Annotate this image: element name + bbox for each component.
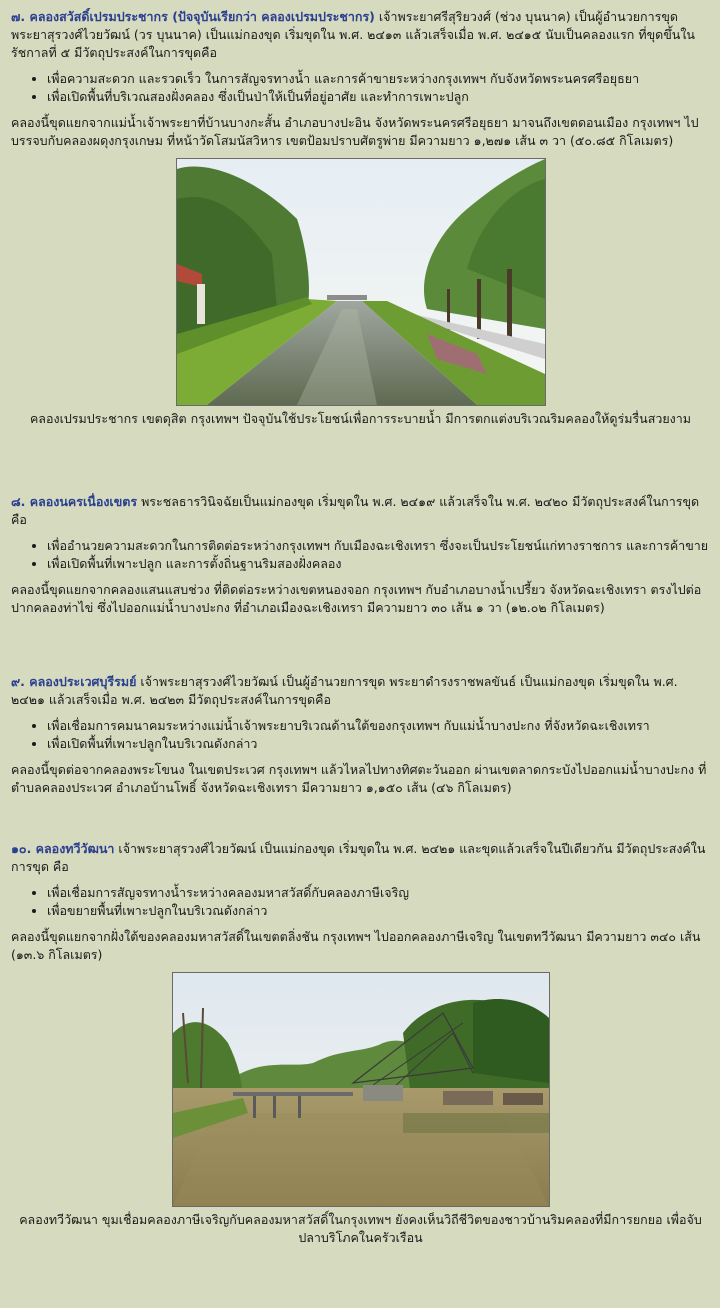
figure-caption: คลองเปรมประชากร เขตดุสิต กรุงเทพฯ ปัจจุบันใช้ประโยชน์เพื่อการระบายน้ำ มีการตกแต่งบริเวณริมคลองให้ดูร่มรื่นสวยงาม: [29, 411, 692, 426]
section-detail: คลองนี้ขุดแยกจากแม่น้ำเจ้าพระยาที่บ้านบางกะสั้น อำเภอบางปะอิน จังหวัดพระนครศรีอยุธยา มาจนถึงเขตดอนเมือง กรุงเทพฯ ไปบรรจบกับคลองผดุงกรุงเกษม ที่หน้าวัดโสมนัสวิหาร เขตป้อมปราบศัตรูพ่าย มีความยาว ๑,๒๗๑ เส้น ๓ วา (๕๐.๘๕ กิโลเมตร): [11, 115, 699, 148]
section-intro-text: พระชลธารวินิจฉัยเป็นแม่กองขุด เริ่มขุดใน พ.ศ. ๒๔๑๙ แล้วเสร็จใน พ.ศ. ๒๔๒๐ มีวัตถุประสงค์ในการขุดคือ: [11, 494, 700, 527]
section-intro-text: เจ้าพระยาศรีสุริยวงศ์ (ช่วง บุนนาค) เป็นผู้อำนวยการขุด พระยาสุรวงศ์ไวยวัฒน์ (วร บุนนาค) เป็นแม่กองขุด เริ่มขุดใน พ.ศ. ๒๔๑๓ แล้วเสร็จเมื่อ พ.ศ. ๒๔๑๕ นับเป็นคลองแรก ที่ขุดขึ้นในรัชกาลที่ ๕ มีวัตถุประสงค์ในการขุดคือ: [11, 9, 695, 60]
section-intro-text: เจ้าพระยาสุรวงศ์ไวยวัฒน์ เป็นผู้อำนวยการขุด พระยาดำรงราชพลขันธ์ เป็นแม่กองขุด เริ่มขุดใน พ.ศ. ๒๔๒๑ แล้วเสร็จเมื่อ พ.ศ. ๒๔๒๓ มีวัตถุประสงค์ในการขุดคือ: [11, 674, 678, 707]
section-intro: [11, 493, 710, 529]
figure-thawi-watthana: [11, 972, 710, 1247]
section-intro-text: เจ้าพระยาสุรวงศ์ไวยวัฒน์ เป็นแม่กองขุด เริ่มขุดใน พ.ศ. ๒๔๒๑ และขุดแล้วเสร็จในปีเดียวกัน มีวัตถุประสงค์ในการขุด คือ: [11, 841, 706, 874]
figure-caption: คลองทวีวัฒนา ขุมเชื่อมคลองภาษีเจริญกับคลองมหาสวัสดิ์ในกรุงเทพฯ ยังคงเห็นวิถีชีวิตของชาวบ้านริมคลองที่มีการยกยอ เพื่อจับปลาบริโภคในครัวเรือน: [19, 1212, 702, 1245]
list-item: • เพื่อเปิดพื้นที่เพาะปลูก และการตั้งถิ่นฐานริมสองฝั่งคลอง: [47, 555, 710, 573]
section-intro: [11, 673, 710, 709]
section-khlong-prem-prachakon: [11, 8, 710, 493]
canal-photo-prem-prachakon: [176, 158, 546, 406]
section-title: ๘. คลองนครเนื่องเขตร: [11, 494, 138, 509]
section-detail: คลองนี้ขุดต่อจากคลองพระโขนง ในเขตประเวศ กรุงเทพฯ แล้วไหลไปทางทิศตะวันออก ผ่านเขตลาดกระบังไปออกแม่น้ำบางปะกง ที่ตำบลคลองประเวศ อำเภอบ้านโพธิ์ จังหวัดฉะเชิงเทรา มีความยาว ๑,๑๕๐ เส้น (๔๖ กิโลเมตร): [11, 762, 707, 795]
section-detail: คลองนี้ขุดแยกจากคลองแสนแสบช่วง ที่ติดต่อระหว่างเขตหนองจอก กรุงเทพฯ กับอำเภอบางน้ำเปรี้ยว จังหวัดฉะเชิงเทรา ตรงไปต่อปากคลองท่าไข่ ซึ่งไปออกแม่น้ำบางปะกง ที่อำเภอเมืองฉะเชิงเทรา มีความยาว ๓๐ เส้น ๑ วา (๑๒.๐๒ กิโลเมตร): [11, 582, 702, 615]
objectives-list: [11, 717, 710, 753]
section-khlong-nakhon-nueang-khet: [11, 493, 710, 673]
canal-photo-thawi-watthana: [172, 972, 550, 1207]
list-item: • เพื่อเปิดพื้นที่บริเวณสองฝั่งคลอง ซึ่งเป็นป่าให้เป็นที่อยู่อาศัย และทำการเพาะปลูก: [47, 88, 710, 106]
list-item: • เพื่อขยายพื้นที่เพาะปลูกในบริเวณดังกล่าว: [47, 902, 710, 920]
section-title: ๗. คลองสวัสดิ์เปรมประชากร (ปัจจุบันเรียกว่า คลองเปรมประชากร): [11, 9, 375, 24]
section-intro: [11, 840, 710, 876]
list-item: • เพื่ออำนวยความสะดวกในการติดต่อระหว่างกรุงเทพฯ กับเมืองฉะเชิงเทรา ซึ่งจะเป็นประโยชน์แก่ทางราชการ และการค้าขาย: [47, 537, 710, 555]
list-item: • เพื่อเชื่อมการสัญจรทางน้ำระหว่างคลองมหาสวัสดิ์กับคลองภาษีเจริญ: [47, 884, 710, 902]
list-item: • เพื่อเปิดพื้นที่เพาะปลูกในบริเวณดังกล่าว: [47, 735, 710, 753]
section-khlong-thawi-watthana: [11, 840, 710, 1308]
section-intro: [11, 8, 710, 62]
objectives-list: [11, 884, 710, 920]
section-khlong-prawet-burirom: [11, 673, 710, 840]
section-title: ๑๐. คลองทวีวัฒนา: [11, 841, 115, 856]
objectives-list: [11, 537, 710, 573]
list-item: • เพื่อความสะดวก และรวดเร็ว ในการสัญจรทางน้ำ และการค้าขายระหว่างกรุงเทพฯ กับจังหวัดพระนครศรีอยุธยา: [47, 70, 710, 88]
section-title: ๙. คลองประเวศบุรีรมย์: [11, 674, 137, 689]
objectives-list: [11, 70, 710, 106]
section-detail: คลองนี้ขุดแยกจากฝั่งใต้ของคลองมหาสวัสดิ์ในเขตตลิ่งชัน กรุงเทพฯ ไปออกคลองภาษีเจริญ ในเขตทวีวัฒนา มีความยาว ๓๔๐ เส้น (๑๓.๖ กิโลเมตร): [11, 929, 701, 962]
figure-prem-prachakon: [11, 158, 710, 428]
list-item: • เพื่อเชื่อมการคมนาคมระหว่างแม่น้ำเจ้าพระยาบริเวณด้านใต้ของกรุงเทพฯ กับแม่น้ำบางปะกง ที่จังหวัดฉะเชิงเทรา: [47, 717, 710, 735]
